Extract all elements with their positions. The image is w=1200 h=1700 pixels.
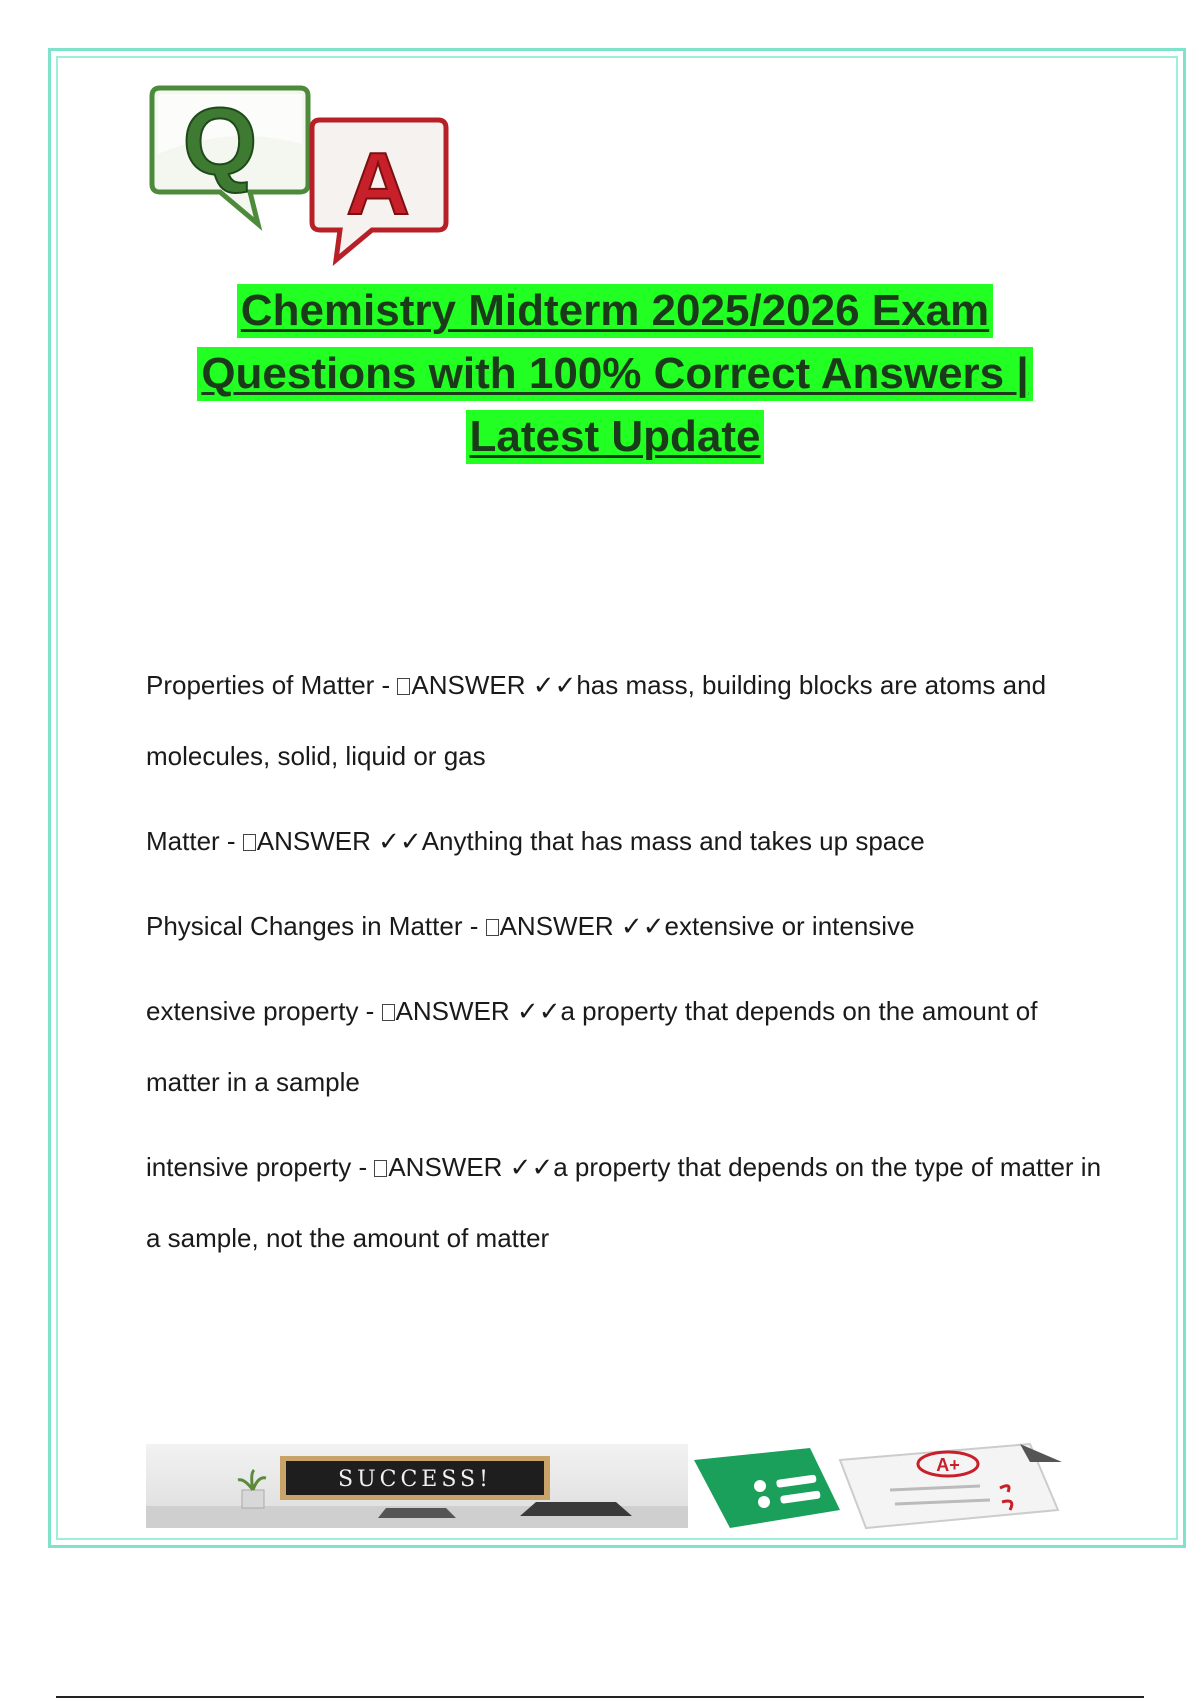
- title-line-3: Latest Update: [466, 410, 765, 464]
- grade-badge-text: A+: [936, 1455, 960, 1475]
- question-letter: Q: [182, 88, 258, 195]
- qa-answer-label: ANSWER ✓✓: [256, 826, 422, 856]
- qa-term: Physical Changes in Matter -: [146, 911, 486, 941]
- qa-answer-label: ANSWER ✓✓: [388, 1152, 554, 1182]
- qa-item: [146, 650, 1106, 792]
- missing-glyph-icon: [486, 919, 499, 936]
- answer-letter: A: [346, 134, 410, 233]
- page-bottom-rule: [56, 1696, 1144, 1698]
- missing-glyph-icon: [382, 1004, 395, 1021]
- qa-answer-label: ANSWER ✓✓: [499, 911, 665, 941]
- title-line-1: Chemistry Midterm 2025/2026 Exam: [237, 284, 993, 338]
- qa-item: [146, 891, 1106, 962]
- success-sign-text: SUCCESS!: [338, 1467, 492, 1492]
- qa-item: [146, 976, 1106, 1118]
- qa-answer: a property that depends on the type of matter in a sample, not the amount of matter: [146, 1152, 1102, 1253]
- qa-answer: Anything that has mass and takes up space: [421, 826, 925, 856]
- qa-answer: has mass, building blocks are atoms and molecules, solid, liquid or gas: [146, 670, 1047, 771]
- qa-answer-label: ANSWER ✓✓: [411, 670, 577, 700]
- success-banner-image: [146, 1444, 688, 1528]
- grade-sheet-image: [690, 1440, 1090, 1530]
- qa-item: [146, 806, 1106, 877]
- qa-list: [146, 650, 1106, 1288]
- qa-term: intensive property -: [146, 1152, 375, 1182]
- missing-glyph-icon: [374, 1160, 387, 1177]
- missing-glyph-icon: [397, 678, 410, 695]
- title-line-2: Questions with 100% Correct Answers |: [197, 347, 1032, 401]
- qa-logo: [140, 84, 490, 284]
- qa-item: [146, 1132, 1106, 1274]
- qa-answer-label: ANSWER ✓✓: [395, 996, 561, 1026]
- qa-answer: a property that depends on the amount of matter in a sample: [146, 996, 1038, 1097]
- missing-glyph-icon: [243, 834, 256, 851]
- qa-term: Properties of Matter -: [146, 670, 398, 700]
- qa-term: Matter -: [146, 826, 243, 856]
- document-title: [90, 284, 1140, 473]
- qa-term: extensive property -: [146, 996, 382, 1026]
- qa-answer: extensive or intensive: [664, 911, 915, 941]
